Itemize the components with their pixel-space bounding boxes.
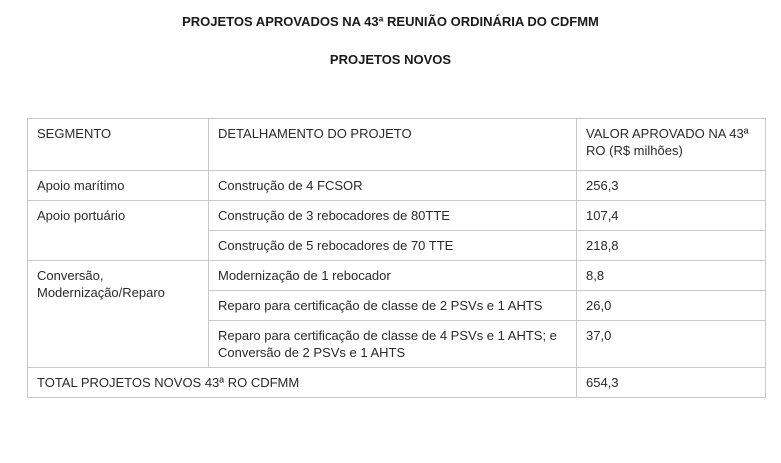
cell-segmento: Apoio marítimo [28, 171, 209, 201]
document-subtitle: PROJETOS NOVOS [329, 52, 452, 67]
table-header-row [28, 119, 766, 171]
total-valor: 654,3 [577, 368, 766, 398]
table-row [28, 171, 766, 201]
cell-detalhamento: Construção de 5 rebocadores de 70 TTE [209, 231, 577, 261]
table-row [28, 261, 766, 291]
table-total-row [28, 368, 766, 398]
header-segmento: SEGMENTO [28, 119, 209, 171]
cell-valor: 26,0 [577, 291, 766, 321]
cell-segmento: Apoio portuário [28, 201, 209, 261]
cell-valor: 37,0 [577, 321, 766, 368]
cell-valor: 8,8 [577, 261, 766, 291]
document-title: PROJETOS APROVADOS NA 43ª REUNIÃO ORDINÁRIA DO CDFMM [182, 14, 599, 29]
cell-detalhamento: Modernização de 1 rebocador [209, 261, 577, 291]
cell-valor: 256,3 [577, 171, 766, 201]
cell-detalhamento: Reparo para certificação de classe de 2 PSVs e 1 AHTS [209, 291, 577, 321]
header-detalhamento: DETALHAMENTO DO PROJETO [209, 119, 577, 171]
cell-detalhamento: Construção de 4 FCSOR [209, 171, 577, 201]
cell-detalhamento: Reparo para certificação de classe de 4 PSVs e 1 AHTS; e Conversão de 2 PSVs e 1 AHTS [209, 321, 577, 368]
cell-valor: 218,8 [577, 231, 766, 261]
cell-detalhamento: Construção de 3 rebocadores de 80TTE [209, 201, 577, 231]
cell-segmento: Conversão, Modernização/Reparo [28, 261, 209, 368]
total-label: TOTAL PROJETOS NOVOS 43ª RO CDFMM [28, 368, 577, 398]
header-valor: VALOR APROVADO NA 43ª RO (R$ milhões) [577, 119, 766, 171]
table-row [28, 201, 766, 231]
cell-valor: 107,4 [577, 201, 766, 231]
projects-table [27, 118, 766, 398]
